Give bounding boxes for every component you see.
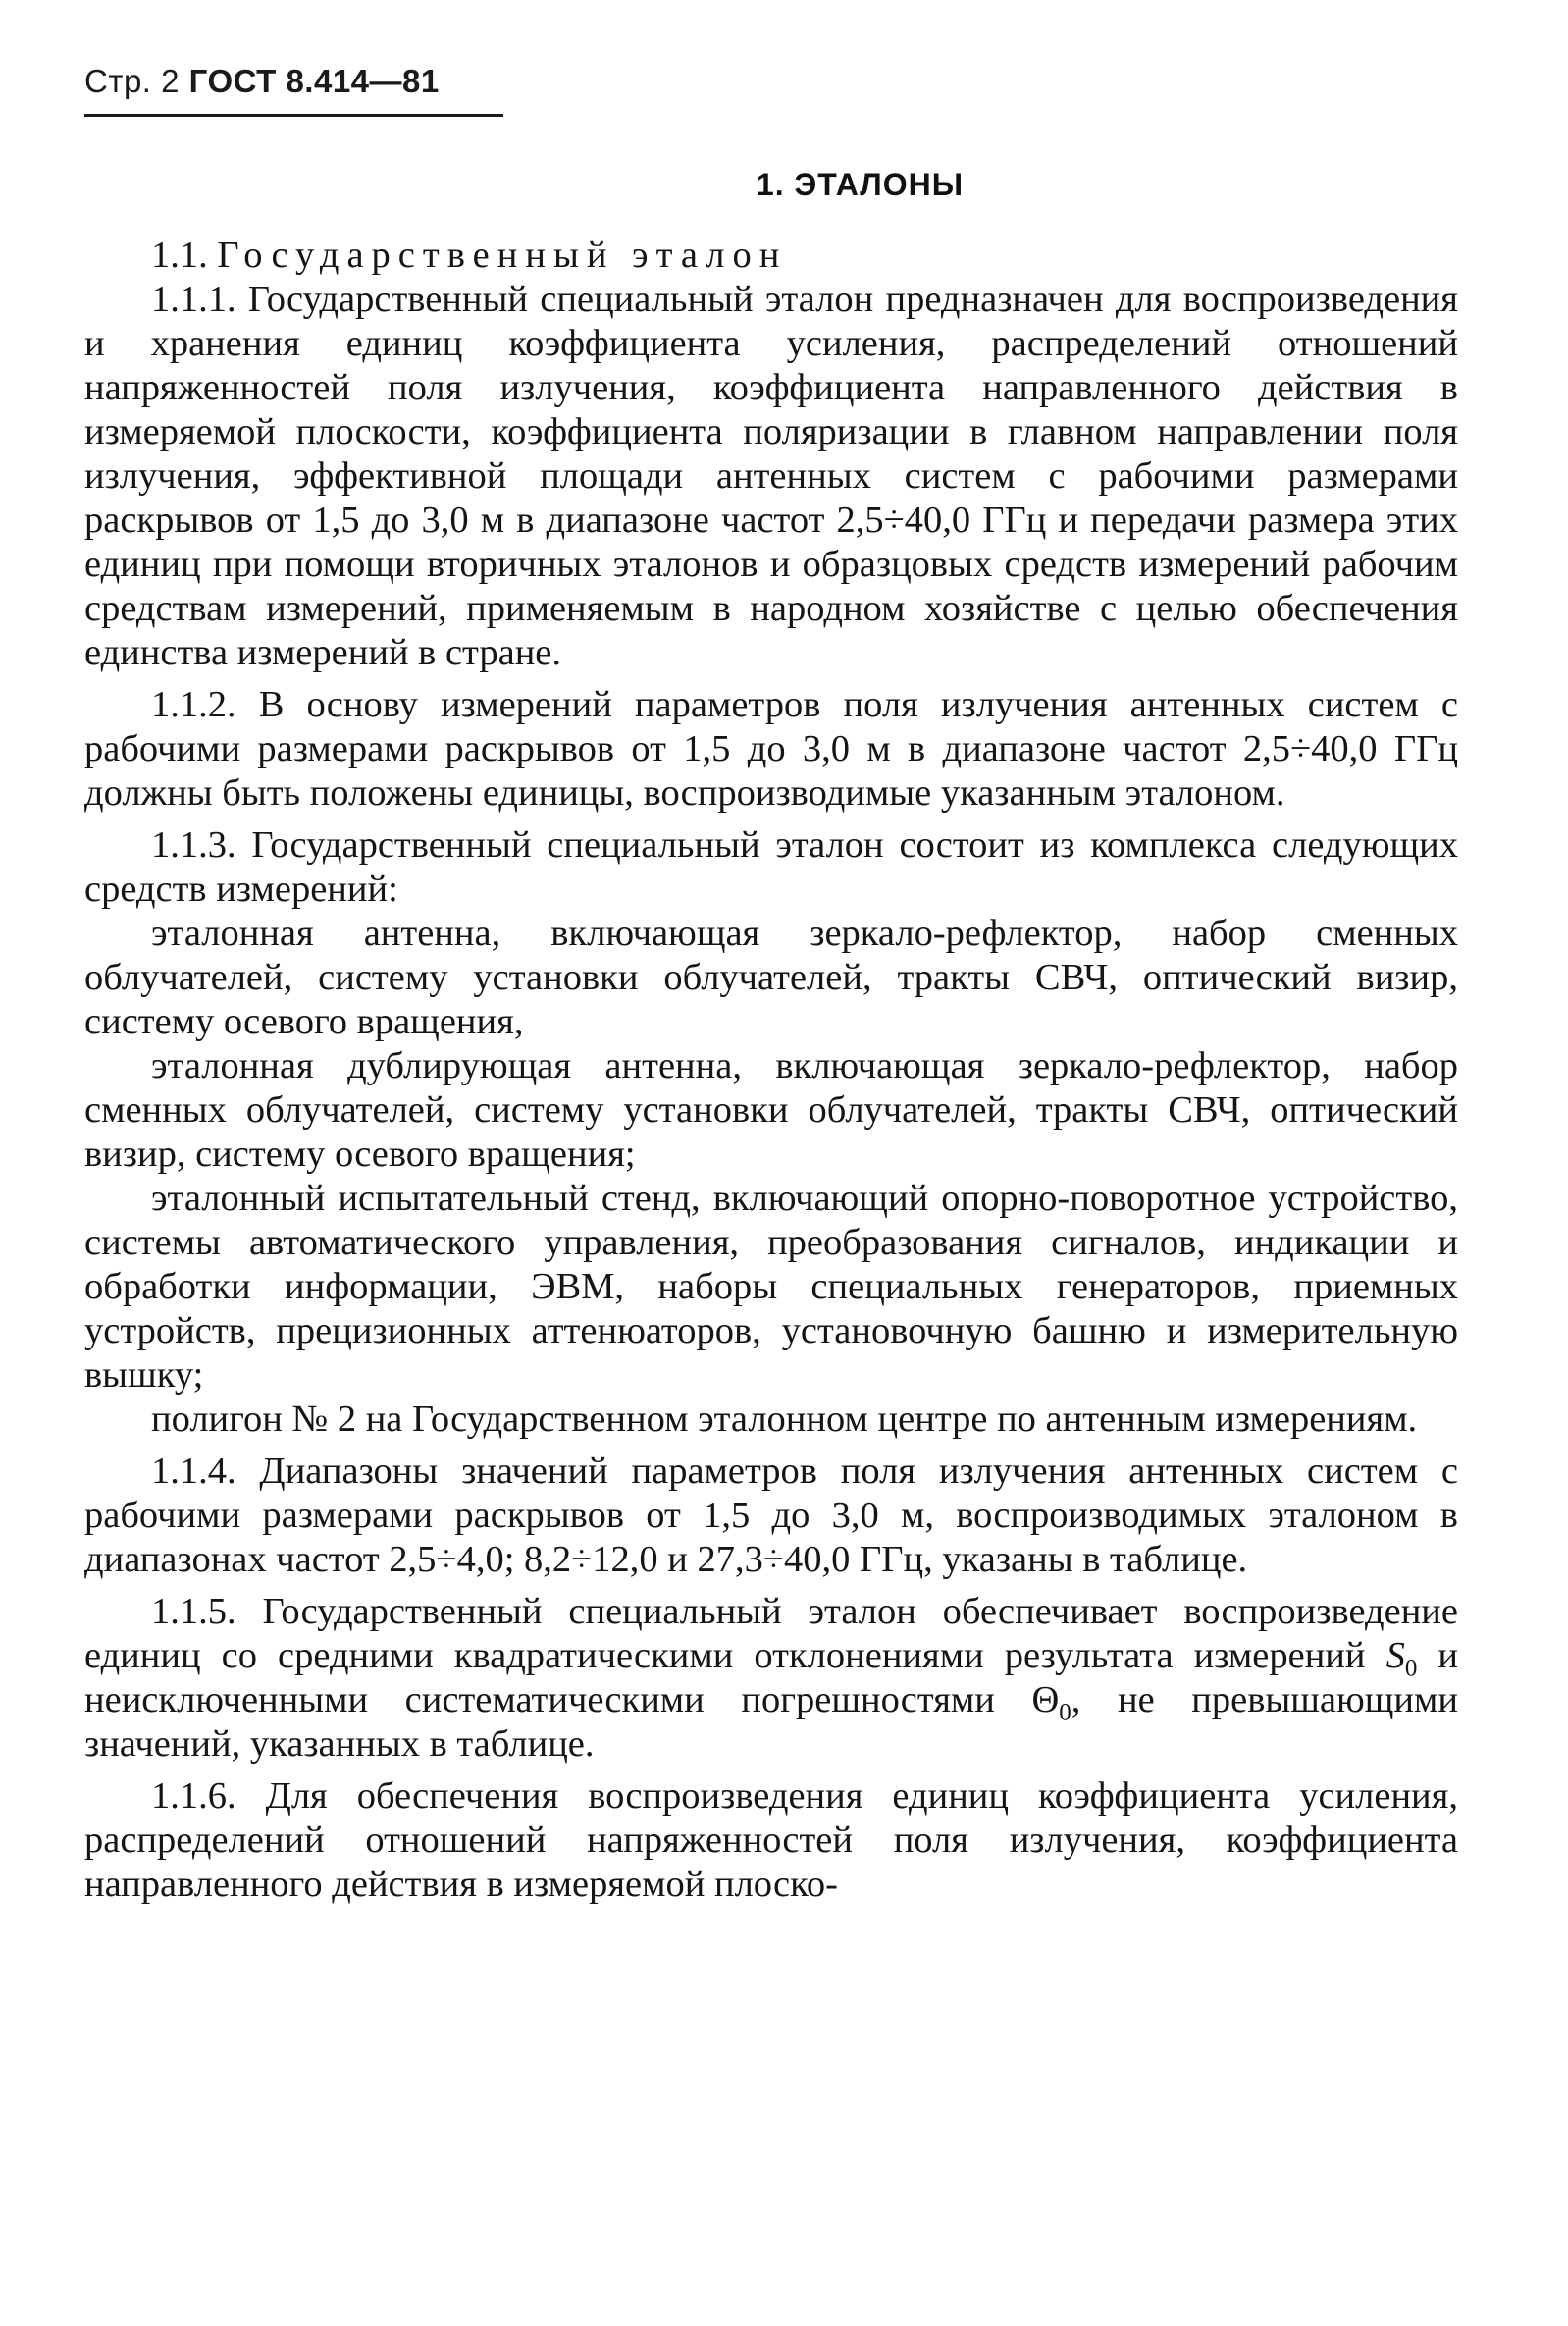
symbol-theta-subscript: 0	[1059, 1699, 1071, 1726]
header-rule	[84, 114, 503, 117]
paragraph-1-1-1: 1.1.1. Государственный специальный эталон предназначен для воспроизведения и хранения единиц коэффициента усиления, распределений отношений напряженностей поля излучения, коэффициента направленного действия в измеряемой плоскости, коэффициента поляризации в главном направлении поля излучения, эффективной площади антенных систем с рабочими размерами раскрывов от 1,5 до 3,0 м в диапазоне частот 2,5÷40,0 ГГц и передачи размера этих единиц при помощи вторичных эталонов и образцовых средств измерений рабочим средствам измерений, применяемым в народном хозяйстве с целью обеспечения единства измерений в стране.	[84, 279, 1458, 673]
paragraph-1-1-5	[84, 1590, 1458, 1767]
list-item-reference-antenna: эталонная антенна, включающая зеркало-рефлектор, набор сменных облучателей, систему установки облучателей, тракты СВЧ, оптический визир, систему осевого вращения,	[84, 913, 1458, 1042]
symbol-theta: Θ	[1031, 1679, 1060, 1720]
symbol-s-subscript: 0	[1404, 1655, 1418, 1682]
list-item-backup-antenna: эталонная дублирующая антенна, включающая зеркало-рефлектор, набор сменных облучателей, систему установки облучателей, тракты СВЧ, оптический визир, систему осевого вращения;	[84, 1045, 1458, 1175]
paragraph-1-1-2: 1.1.2. В основу измерений параметров поля излучения антенных систем с рабочими размерами раскрывов от 1,5 до 3,0 м в диапазоне частот 2,5÷40,0 ГГц должны быть положены единицы, воспроизводимые указанным эталоном.	[84, 684, 1458, 814]
paragraph-1-1-6: 1.1.6. Для обеспечения воспроизведения единиц коэффициента усиления, распределений отношений напряженностей поля излучения, коэффициента направленного действия в измеряемой плоско-	[84, 1775, 1458, 1905]
list-item-polygon: полигон № 2 на Государственном эталонном центре по антенным измерениям.	[151, 1399, 1418, 1440]
subsection-title: Государственный эталон	[217, 235, 788, 276]
paragraph-1-1-3: 1.1.3. Государственный специальный эталон состоит из комплекса следующих средств измерений:	[84, 824, 1458, 910]
paragraph-1-1-5-part-b: и неисключенными систематическими погрешностями	[84, 1635, 1459, 1720]
paragraph-1-1-4: 1.1.4. Диапазоны значений параметров поля излучения антенных систем с рабочими размерами раскрывов от 1,5 до 3,0 м, воспроизводимых эталоном в диапазонах частот 2,5÷4,0; 8,2÷12,0 и 27,3÷40,0 ГГц, указаны в таблице.	[84, 1451, 1458, 1580]
page-label: Стр. 2	[84, 63, 180, 99]
subsection-number: 1.1.	[151, 235, 208, 276]
paragraph-1-1-5-part-a: 1.1.5. Государственный специальный эталон обеспечивает воспроизведение единиц со средними квадратическими отклонениями результата измерений	[84, 1591, 1458, 1676]
subsection-heading	[84, 234, 1458, 278]
paragraph-1-1-5-part-c: , не превышающими значений, указанных в таблице.	[84, 1679, 1458, 1765]
standard-number: ГОСТ 8.414—81	[188, 63, 440, 99]
body-text	[84, 234, 1458, 1907]
section-title: 1. ЭТАЛОНЫ	[756, 167, 965, 202]
symbol-s: S	[1385, 1635, 1405, 1676]
list-item-test-stand: эталонный испытательный стенд, включающий опорно-поворотное устройство, системы автоматического управления, преобразования сигналов, индикации и обработки информации, ЭВМ, наборы специальных генераторов, приемных устройств, прецизионных аттенюаторов, установочную башню и измерительную вышку;	[84, 1178, 1458, 1396]
running-header	[84, 63, 440, 100]
